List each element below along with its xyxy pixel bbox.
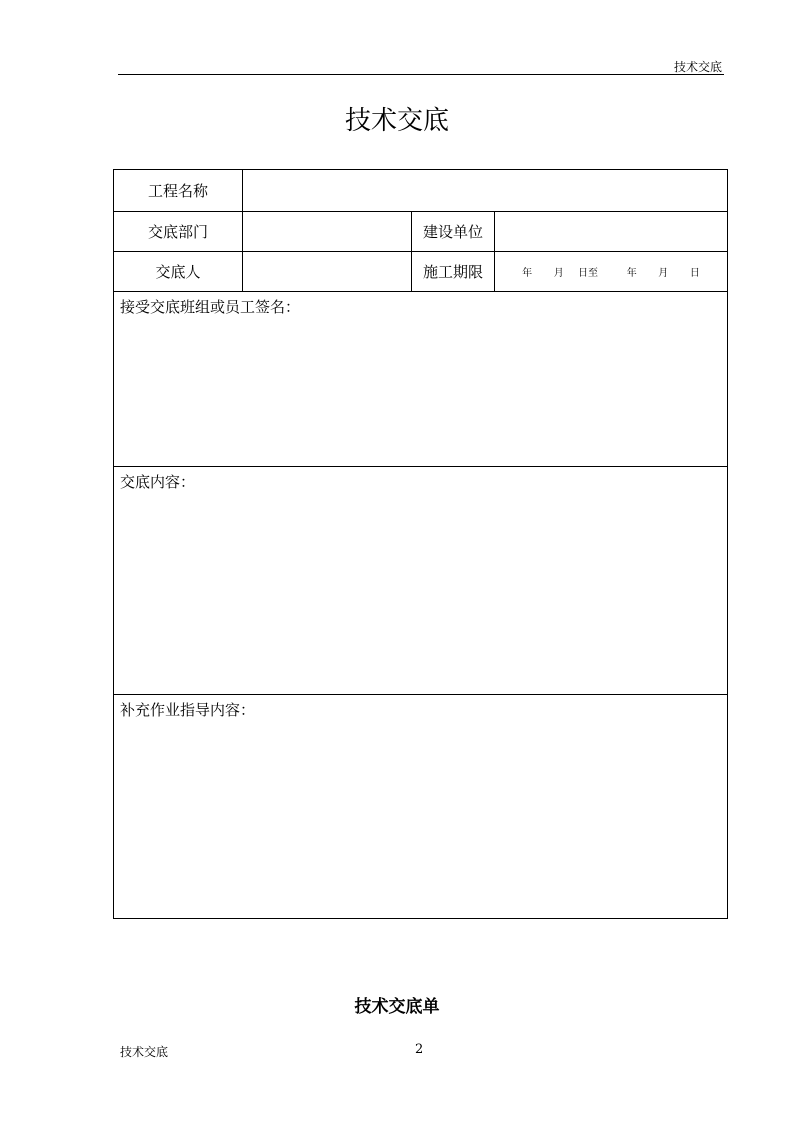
- owner-field[interactable]: [494, 212, 727, 251]
- owner-label: 建设单位: [411, 212, 494, 251]
- signature-section[interactable]: [114, 292, 727, 467]
- period-label: 施工期限: [411, 252, 494, 291]
- signature-label: 接受交底班组或员工签名：: [120, 298, 301, 316]
- next-page-title: 技术交底单: [354, 997, 440, 1017]
- person-label: 交底人: [155, 263, 201, 281]
- project-name-field[interactable]: [242, 170, 727, 211]
- period-field[interactable]: 年 月 日至 年 月 日: [494, 252, 727, 291]
- page-title: 技术交底: [344, 106, 449, 136]
- header-rule: [118, 74, 724, 75]
- disclosure-form: [113, 169, 728, 919]
- page-number: 2: [415, 1042, 424, 1057]
- content-section[interactable]: [114, 467, 727, 695]
- project-name-label: 工程名称: [147, 182, 208, 200]
- row-person-period: [114, 252, 727, 292]
- running-header: 技术交底: [673, 60, 722, 74]
- footer-left-text: 技术交底: [120, 1045, 169, 1059]
- supplement-section[interactable]: [114, 695, 727, 918]
- dept-field[interactable]: [242, 212, 411, 251]
- dept-label: 交底部门: [147, 223, 208, 241]
- row-dept-owner: [114, 212, 727, 252]
- person-field[interactable]: [242, 252, 411, 291]
- row-project-name: [114, 170, 727, 212]
- content-label: 交底内容：: [120, 473, 196, 491]
- supplement-label: 补充作业指导内容：: [120, 701, 256, 719]
